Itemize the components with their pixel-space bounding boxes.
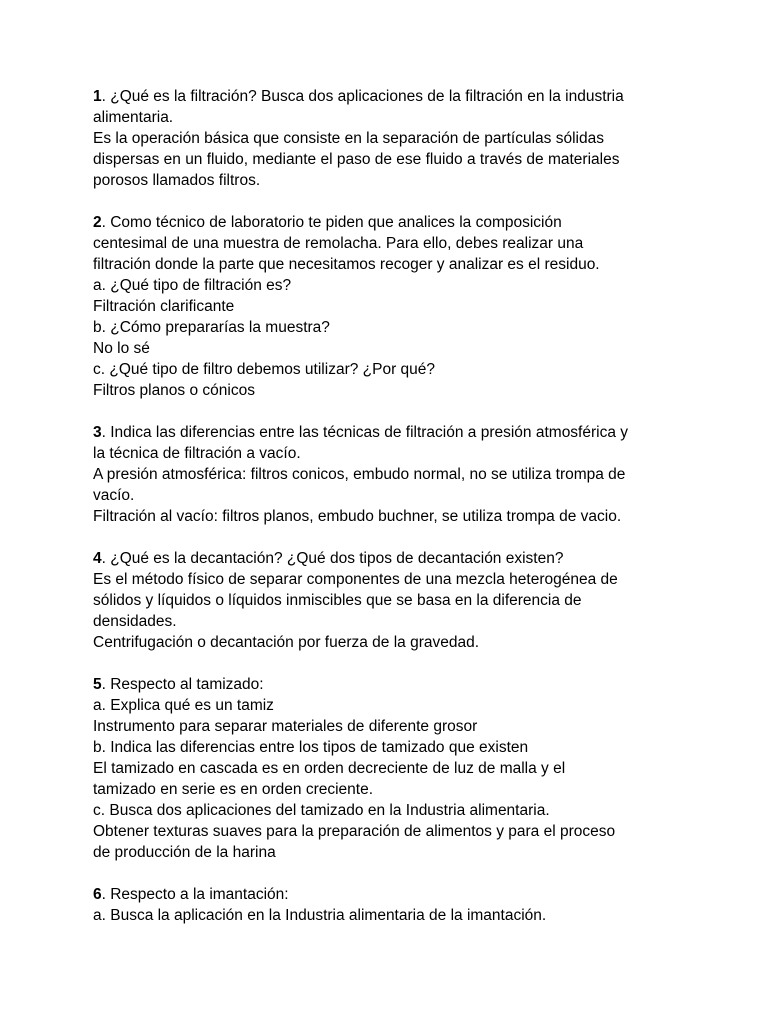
question-line: [93, 212, 693, 233]
text-line: densidades.: [93, 613, 177, 630]
text-line: tamizado en serie es en orden creciente.: [93, 781, 374, 798]
section-number: 2: [93, 214, 102, 231]
text-line: de producción de la harina: [93, 844, 276, 861]
section-4: [93, 548, 693, 653]
text-line: a. Busca la aplicación en la Industria alimentaria de la imantación.: [93, 907, 547, 924]
text-line: c. Busca dos aplicaciones del tamizado en la Industria alimentaria.: [93, 802, 550, 819]
text-line: Centrifugación o decantación por fuerza de la gravedad.: [93, 634, 480, 651]
text-line: vacío.: [93, 487, 135, 504]
question-line: [93, 86, 693, 107]
text-line: Es la operación básica que consiste en la separación de partículas sólidas: [93, 130, 604, 147]
question-line: [93, 422, 693, 443]
line-text: . ¿Qué es la decantación? ¿Qué dos tipos de decantación existen?: [101, 550, 564, 567]
line-text: . Indica las diferencias entre las técnicas de filtración a presión atmosférica y: [101, 424, 629, 441]
text-line: sólidos y líquidos o líquidos inmiscibles que se basa en la diferencia de: [93, 592, 582, 609]
section-6: [93, 884, 693, 926]
text-line: A presión atmosférica: filtros conicos, embudo normal, no se utiliza trompa de: [93, 466, 626, 483]
question-line: [93, 548, 693, 569]
section-1: [93, 86, 693, 191]
section-5: [93, 674, 693, 863]
question-line: [93, 674, 693, 695]
line-text: . Respecto a la imantación:: [101, 886, 289, 903]
text-line: Es el método físico de separar componentes de una mezcla heterogénea de: [93, 571, 618, 588]
text-line: porosos llamados filtros.: [93, 172, 261, 189]
text-line: b. ¿Cómo prepararías la muestra?: [93, 319, 330, 336]
text-line: Instrumento para separar materiales de diferente grosor: [93, 718, 478, 735]
text-line: filtración donde la parte que necesitamos recoger y analizar es el residuo.: [93, 256, 600, 273]
section-3: [93, 422, 693, 527]
text-line: Filtración al vacío: filtros planos, embudo buchner, se utiliza trompa de vacio.: [93, 508, 622, 525]
section-number: 4: [93, 550, 102, 567]
line-text: . Respecto al tamizado:: [101, 676, 264, 693]
text-line: b. Indica las diferencias entre los tipos de tamizado que existen: [93, 739, 529, 756]
question-line: [93, 884, 693, 905]
section-2: [93, 212, 693, 401]
text-line: a. Explica qué es un tamiz: [93, 697, 274, 714]
text-line: alimentaria.: [93, 109, 174, 126]
text-line: No lo sé: [93, 340, 150, 357]
text-line: a. ¿Qué tipo de filtración es?: [93, 277, 292, 294]
text-line: la técnica de filtración a vacío.: [93, 445, 301, 462]
document-body: [93, 86, 693, 947]
text-line: c. ¿Qué tipo de filtro debemos utilizar? ¿Por qué?: [93, 361, 436, 378]
section-number: 1: [93, 88, 102, 105]
text-line: El tamizado en cascada es en orden decreciente de luz de malla y el: [93, 760, 566, 777]
text-line: Obtener texturas suaves para la preparación de alimentos y para el proceso: [93, 823, 616, 840]
line-text: . Como técnico de laboratorio te piden que analices la composición: [101, 214, 562, 231]
text-line: Filtración clarificante: [93, 298, 235, 315]
text-line: dispersas en un fluido, mediante el paso de ese fluido a través de materiales: [93, 151, 620, 168]
section-number: 6: [93, 886, 102, 903]
text-line: centesimal de una muestra de remolacha. Para ello, debes realizar una: [93, 235, 584, 252]
line-text: . ¿Qué es la filtración? Busca dos aplicaciones de la filtración en la industria: [101, 88, 624, 105]
section-number: 3: [93, 424, 102, 441]
text-line: Filtros planos o cónicos: [93, 382, 255, 399]
section-number: 5: [93, 676, 102, 693]
